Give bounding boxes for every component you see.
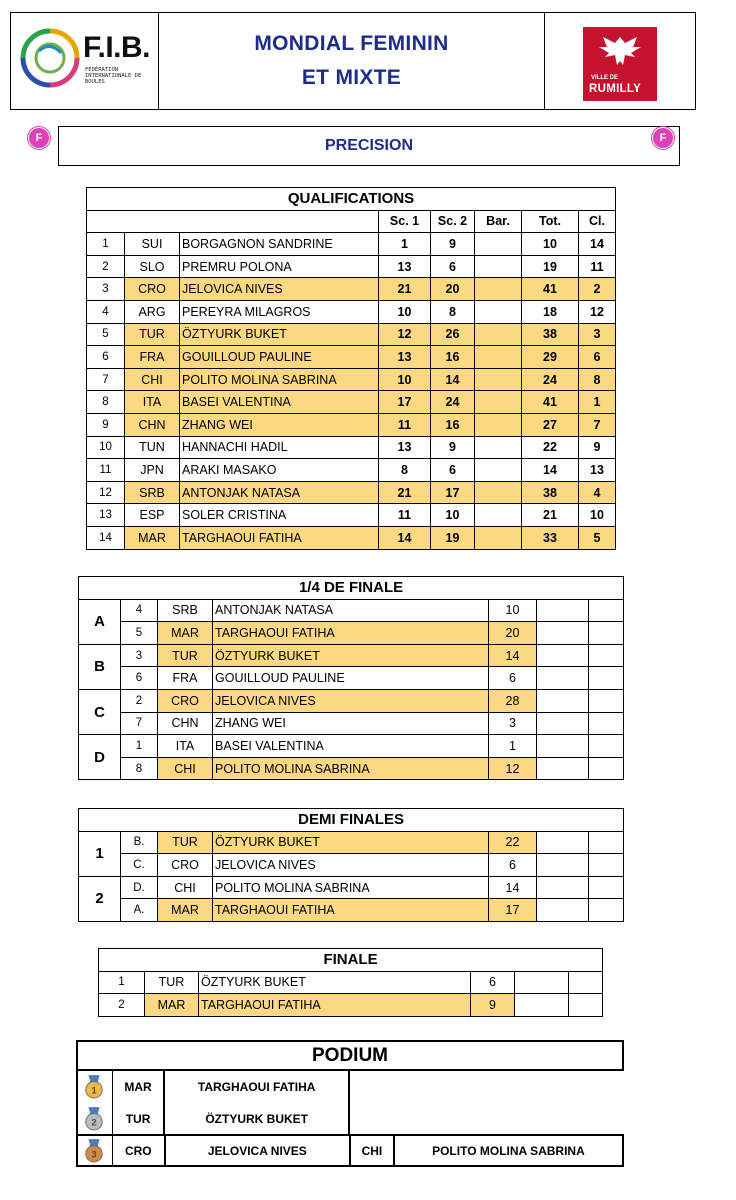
- seed-number: 1: [121, 735, 158, 758]
- player-name: POLITO MOLINA SABRINA: [213, 757, 489, 780]
- row-number: 11: [87, 459, 125, 482]
- podium-row: [76, 1103, 350, 1135]
- column-header: Sc. 2: [431, 210, 475, 233]
- barrage: [475, 300, 522, 323]
- country-code: JPN: [125, 459, 180, 482]
- total: 27: [522, 413, 579, 436]
- country-code: ESP: [125, 504, 180, 527]
- score: 14: [489, 876, 537, 899]
- column-header: Cl.: [579, 210, 616, 233]
- page-title: [159, 13, 545, 109]
- ranking: 3: [579, 323, 616, 346]
- rumilly-badge: [583, 27, 657, 101]
- country-code: CHN: [158, 712, 213, 735]
- fib-emblem-icon: [19, 27, 81, 89]
- empty-cell: [569, 994, 603, 1017]
- empty-cell: [537, 689, 589, 712]
- empty-cell: [515, 994, 569, 1017]
- empty-cell: [537, 667, 589, 690]
- country-code: TUR: [158, 644, 213, 667]
- empty-cell: [515, 971, 569, 994]
- country-code: MAR: [158, 899, 213, 922]
- country-code: CHI: [158, 757, 213, 780]
- group-label: D: [79, 735, 121, 780]
- total: 24: [522, 368, 579, 391]
- empty-cell: [537, 757, 589, 780]
- ranking: 8: [579, 368, 616, 391]
- score-2: 6: [431, 459, 475, 482]
- ranking: 4: [579, 481, 616, 504]
- total: 18: [522, 300, 579, 323]
- score: 6: [489, 667, 537, 690]
- row-number: 13: [87, 504, 125, 527]
- medal-icon: [83, 1075, 105, 1099]
- ranking: 11: [579, 255, 616, 278]
- seed-number: D.: [121, 876, 158, 899]
- empty-cell: [589, 899, 624, 922]
- podium-country: MAR: [112, 1071, 166, 1103]
- player-name: TARGHAOUI FATIHA: [199, 994, 471, 1017]
- score-1: 17: [379, 391, 431, 414]
- barrage: [475, 526, 522, 549]
- column-header: Tot.: [522, 210, 579, 233]
- country-code: MAR: [125, 526, 180, 549]
- medal-cell: [78, 1136, 112, 1165]
- score: 9: [471, 994, 515, 1017]
- country-code: ITA: [125, 391, 180, 414]
- banner-title: PRECISION: [324, 137, 413, 154]
- medal-rank: 1: [91, 1085, 97, 1096]
- country-code: CRO: [158, 854, 213, 877]
- score-2: 16: [431, 346, 475, 369]
- player-name: ARAKI MASAKO: [180, 459, 379, 482]
- seed-number: B.: [121, 831, 158, 854]
- seed-number: 1: [99, 971, 145, 994]
- table-row: [79, 876, 624, 899]
- empty-cell: [537, 644, 589, 667]
- country-code: CHI: [158, 876, 213, 899]
- table-row: [79, 854, 624, 877]
- header-spacer: [87, 210, 379, 233]
- total: 22: [522, 436, 579, 459]
- table-row: [87, 413, 616, 436]
- score-1: 10: [379, 300, 431, 323]
- table-title-row: [99, 949, 603, 972]
- seed-number: 2: [121, 689, 158, 712]
- table-row: [79, 689, 624, 712]
- score: 22: [489, 831, 537, 854]
- precision-banner: [58, 126, 680, 166]
- medal-icon: [83, 1107, 105, 1131]
- ranking: 2: [579, 278, 616, 301]
- country-code: MAR: [158, 622, 213, 645]
- header-row: [87, 210, 616, 233]
- row-number: 6: [87, 346, 125, 369]
- score: 3: [489, 712, 537, 735]
- rumilly-name: RUMILLY: [589, 83, 642, 95]
- table-title-row: [87, 188, 616, 211]
- semi-final-table: [78, 808, 624, 922]
- total: 29: [522, 346, 579, 369]
- total: 19: [522, 255, 579, 278]
- row-number: 10: [87, 436, 125, 459]
- group-label: A: [79, 599, 121, 644]
- barrage: [475, 346, 522, 369]
- player-name: TARGHAOUI FATIHA: [180, 526, 379, 549]
- player-name: ÖZTYURK BUKET: [213, 831, 489, 854]
- player-name: JELOVICA NIVES: [213, 689, 489, 712]
- rumilly-small-text: VILLE DE: [591, 75, 619, 81]
- empty-cell: [537, 735, 589, 758]
- row-number: 7: [87, 368, 125, 391]
- podium-name: TARGHAOUI FATIHA: [165, 1071, 350, 1103]
- score-2: 6: [431, 255, 475, 278]
- table-title-row: [79, 577, 624, 600]
- column-header: Bar.: [475, 210, 522, 233]
- empty-cell: [537, 854, 589, 877]
- country-code: CHN: [125, 413, 180, 436]
- empty-cell: [589, 735, 624, 758]
- table-title: FINALE: [99, 949, 603, 972]
- seed-number: 4: [121, 599, 158, 622]
- player-name: POLITO MOLINA SABRINA: [180, 368, 379, 391]
- country-code: TUR: [125, 323, 180, 346]
- player-name: ÖZTYURK BUKET: [180, 323, 379, 346]
- empty-cell: [537, 876, 589, 899]
- total: 41: [522, 391, 579, 414]
- title-line-2: ET MIXTE: [301, 66, 402, 89]
- group-label: C: [79, 689, 121, 734]
- ranking: 6: [579, 346, 616, 369]
- fib-logo-subtitle: FÉDÉRATION INTERNATIONALE DE BOULES: [85, 67, 142, 85]
- empty-cell: [589, 876, 624, 899]
- table-row: [87, 368, 616, 391]
- ranking: 7: [579, 413, 616, 436]
- table-row: [79, 622, 624, 645]
- score-2: 17: [431, 481, 475, 504]
- empty-cell: [589, 757, 624, 780]
- medal-rank: 3: [91, 1148, 97, 1159]
- score-1: 13: [379, 255, 431, 278]
- table-row: [87, 255, 616, 278]
- table-row: [87, 436, 616, 459]
- total: 33: [522, 526, 579, 549]
- empty-cell: [537, 712, 589, 735]
- empty-cell: [589, 854, 624, 877]
- empty-cell: [589, 831, 624, 854]
- player-name: ANTONJAK NATASA: [180, 481, 379, 504]
- country-code: FRA: [125, 346, 180, 369]
- ranking: 9: [579, 436, 616, 459]
- player-name: PEREYRA MILAGROS: [180, 300, 379, 323]
- score: 10: [489, 599, 537, 622]
- barrage: [475, 278, 522, 301]
- country-code: SLO: [125, 255, 180, 278]
- barrage: [475, 233, 522, 256]
- empty-cell: [589, 644, 624, 667]
- score-1: 21: [379, 481, 431, 504]
- total: 21: [522, 504, 579, 527]
- medal-cell: [78, 1071, 112, 1103]
- player-name: GOUILLOUD PAULINE: [180, 346, 379, 369]
- country-code: TUR: [145, 971, 199, 994]
- qualifications-table: [86, 187, 616, 550]
- score: 28: [489, 689, 537, 712]
- score: 6: [471, 971, 515, 994]
- row-number: 4: [87, 300, 125, 323]
- medal-rank: 2: [91, 1117, 97, 1128]
- column-header: Sc. 1: [379, 210, 431, 233]
- total: 38: [522, 323, 579, 346]
- empty-cell: [589, 599, 624, 622]
- table-row: [79, 831, 624, 854]
- final-table: [98, 948, 603, 1017]
- title-line-1: MONDIAL FEMININ: [254, 32, 449, 55]
- barrage: [475, 504, 522, 527]
- seed-number: 3: [121, 644, 158, 667]
- empty-cell: [569, 971, 603, 994]
- medal-icon: [83, 1139, 105, 1163]
- podium-country: TUR: [112, 1103, 166, 1135]
- country-code: MAR: [145, 994, 199, 1017]
- table-row: [79, 667, 624, 690]
- barrage: [475, 459, 522, 482]
- score-1: 10: [379, 368, 431, 391]
- country-code: SRB: [158, 599, 213, 622]
- seed-number: 2: [99, 994, 145, 1017]
- table-row: [87, 233, 616, 256]
- seed-number: 8: [121, 757, 158, 780]
- total: 14: [522, 459, 579, 482]
- seed-number: 7: [121, 712, 158, 735]
- empty-cell: [537, 831, 589, 854]
- score-1: 8: [379, 459, 431, 482]
- barrage: [475, 413, 522, 436]
- row-number: 9: [87, 413, 125, 436]
- fib-logo: [11, 13, 159, 109]
- player-name: JELOVICA NIVES: [213, 854, 489, 877]
- player-name: JELOVICA NIVES: [180, 278, 379, 301]
- score-2: 8: [431, 300, 475, 323]
- podium-country: CRO: [112, 1136, 166, 1165]
- table-row: [99, 971, 603, 994]
- score: 20: [489, 622, 537, 645]
- score-1: 1: [379, 233, 431, 256]
- score-1: 13: [379, 346, 431, 369]
- player-name: TARGHAOUI FATIHA: [213, 622, 489, 645]
- seed-number: A.: [121, 899, 158, 922]
- ranking: 5: [579, 526, 616, 549]
- table-row: [87, 323, 616, 346]
- player-name: BASEI VALENTINA: [213, 735, 489, 758]
- table-title: 1/4 DE FINALE: [79, 577, 624, 600]
- country-code: TUR: [158, 831, 213, 854]
- country-code: TUN: [125, 436, 180, 459]
- table-row: [87, 459, 616, 482]
- score-1: 13: [379, 436, 431, 459]
- country-code: ARG: [125, 300, 180, 323]
- podium-name: ÖZTYURK BUKET: [165, 1103, 350, 1135]
- score: 17: [489, 899, 537, 922]
- fib-logo-text: F.I.B.: [83, 31, 151, 64]
- podium-title: PODIUM: [76, 1040, 624, 1071]
- table-title: QUALIFICATIONS: [87, 188, 616, 211]
- empty-cell: [589, 689, 624, 712]
- empty-cell: [589, 622, 624, 645]
- table-row: [79, 757, 624, 780]
- country-code: CRO: [158, 689, 213, 712]
- table-row: [79, 899, 624, 922]
- score-1: 12: [379, 323, 431, 346]
- player-name: SOLER CRISTINA: [180, 504, 379, 527]
- country-code: ITA: [158, 735, 213, 758]
- table-row: [79, 599, 624, 622]
- podium-name: POLITO MOLINA SABRINA: [395, 1136, 624, 1165]
- player-name: ÖZTYURK BUKET: [199, 971, 471, 994]
- group-label: 2: [79, 876, 121, 921]
- ranking: 12: [579, 300, 616, 323]
- podium-row: [76, 1134, 624, 1167]
- score: 1: [489, 735, 537, 758]
- player-name: ZHANG WEI: [180, 413, 379, 436]
- row-number: 12: [87, 481, 125, 504]
- seed-number: C.: [121, 854, 158, 877]
- group-label: 1: [79, 831, 121, 876]
- total: 41: [522, 278, 579, 301]
- ranking: 10: [579, 504, 616, 527]
- barrage: [475, 391, 522, 414]
- score-1: 11: [379, 504, 431, 527]
- score: 6: [489, 854, 537, 877]
- country-code: SRB: [125, 481, 180, 504]
- row-number: 3: [87, 278, 125, 301]
- f-badge-icon: F: [28, 127, 50, 149]
- score-2: 14: [431, 368, 475, 391]
- player-name: TARGHAOUI FATIHA: [213, 899, 489, 922]
- table-row: [87, 278, 616, 301]
- barrage: [475, 481, 522, 504]
- player-name: HANNACHI HADIL: [180, 436, 379, 459]
- seed-number: 5: [121, 622, 158, 645]
- podium-country: CHI: [351, 1136, 395, 1165]
- eagle-icon: [595, 31, 645, 71]
- table-row: [79, 644, 624, 667]
- barrage: [475, 255, 522, 278]
- table-row: [79, 712, 624, 735]
- row-number: 1: [87, 233, 125, 256]
- table-row: [87, 300, 616, 323]
- player-name: ZHANG WEI: [213, 712, 489, 735]
- ranking: 1: [579, 391, 616, 414]
- ranking: 14: [579, 233, 616, 256]
- row-number: 8: [87, 391, 125, 414]
- row-number: 14: [87, 526, 125, 549]
- quarter-final-table: [78, 576, 624, 780]
- empty-cell: [537, 622, 589, 645]
- score-1: 21: [379, 278, 431, 301]
- player-name: ÖZTYURK BUKET: [213, 644, 489, 667]
- table-row: [79, 735, 624, 758]
- score-2: 24: [431, 391, 475, 414]
- seed-number: 6: [121, 667, 158, 690]
- table-row: [87, 481, 616, 504]
- row-number: 2: [87, 255, 125, 278]
- medal-cell: [78, 1103, 112, 1135]
- empty-cell: [589, 667, 624, 690]
- empty-cell: [589, 712, 624, 735]
- player-name: GOUILLOUD PAULINE: [213, 667, 489, 690]
- barrage: [475, 436, 522, 459]
- player-name: BORGAGNON SANDRINE: [180, 233, 379, 256]
- podium-name: JELOVICA NIVES: [166, 1136, 351, 1165]
- barrage: [475, 368, 522, 391]
- score-2: 20: [431, 278, 475, 301]
- empty-cell: [537, 599, 589, 622]
- country-code: FRA: [158, 667, 213, 690]
- table-row: [87, 346, 616, 369]
- score-2: 9: [431, 233, 475, 256]
- player-name: POLITO MOLINA SABRINA: [213, 876, 489, 899]
- score-2: 10: [431, 504, 475, 527]
- player-name: ANTONJAK NATASA: [213, 599, 489, 622]
- score-2: 26: [431, 323, 475, 346]
- row-number: 5: [87, 323, 125, 346]
- table-row: [87, 391, 616, 414]
- podium-row: [76, 1071, 350, 1103]
- table-row: [87, 504, 616, 527]
- score: 12: [489, 757, 537, 780]
- barrage: [475, 323, 522, 346]
- f-badge-icon: F: [652, 127, 674, 149]
- country-code: CRO: [125, 278, 180, 301]
- table-row: [87, 526, 616, 549]
- table-title: DEMI FINALES: [79, 809, 624, 832]
- country-code: CHI: [125, 368, 180, 391]
- score-1: 14: [379, 526, 431, 549]
- score-2: 16: [431, 413, 475, 436]
- score-2: 19: [431, 526, 475, 549]
- table-title-row: [79, 809, 624, 832]
- player-name: BASEI VALENTINA: [180, 391, 379, 414]
- page-header: [10, 12, 696, 110]
- country-code: SUI: [125, 233, 180, 256]
- score-2: 9: [431, 436, 475, 459]
- rumilly-logo: [545, 13, 695, 109]
- group-label: B: [79, 644, 121, 689]
- empty-cell: [537, 899, 589, 922]
- total: 38: [522, 481, 579, 504]
- table-row: [99, 994, 603, 1017]
- score-1: 11: [379, 413, 431, 436]
- total: 10: [522, 233, 579, 256]
- player-name: PREMRU POLONA: [180, 255, 379, 278]
- ranking: 13: [579, 459, 616, 482]
- score: 14: [489, 644, 537, 667]
